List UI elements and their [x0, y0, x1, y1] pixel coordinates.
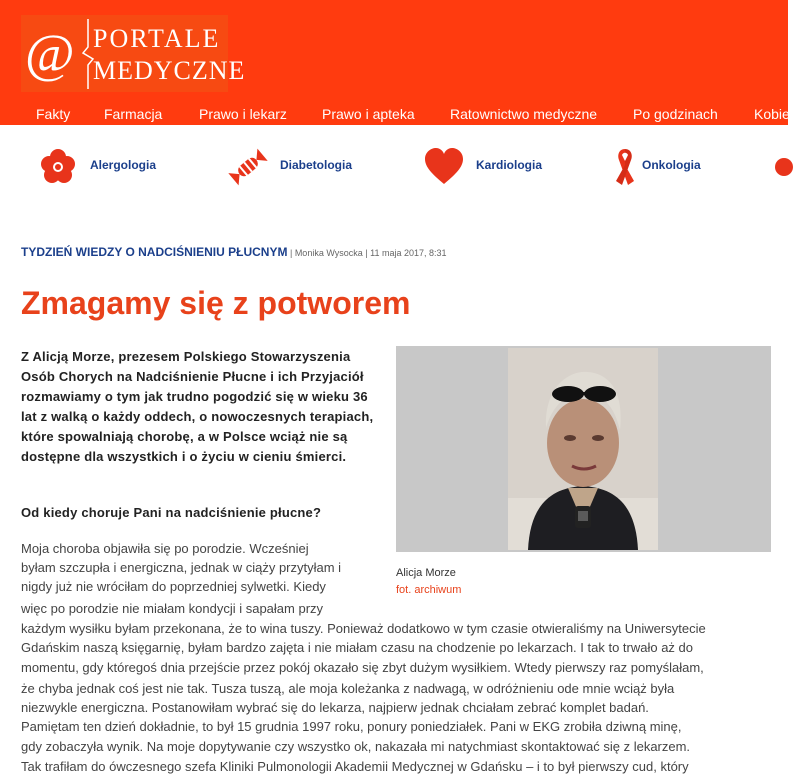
nav-item-fakty[interactable]: Fakty — [36, 106, 71, 122]
article-body-line: nigdy już nie wróciłam do poprzedniej sylwetki. Kiedy — [21, 579, 326, 594]
nav-item-prawo-i-apteka[interactable]: Prawo i apteka — [322, 106, 415, 122]
article-topic[interactable]: TYDZIEŃ WIEDZY O NADCIŚNIENIU PŁUCNYM — [21, 245, 288, 259]
article-meta — [21, 245, 447, 260]
nav-item-farmacja[interactable]: Farmacja — [104, 106, 163, 122]
article-body-line: gdy zobaczyła wynik. Na moje dopytywanie czy wszystko ok, nakazała mi natychmiast skontaktować się z lekarzem. — [21, 739, 691, 754]
nav-item-ratownictwo-medyczne[interactable]: Ratownictwo medyczne — [450, 106, 598, 122]
category-onkologia[interactable] — [610, 147, 720, 187]
category-partial[interactable] — [770, 147, 788, 187]
portrait-image — [508, 348, 658, 550]
ribbon-icon — [610, 147, 640, 187]
category-label: Alergologia — [90, 158, 157, 172]
article-body-line: więc po porodzie nie miałam kondycji i sapałam przy — [21, 601, 324, 616]
article-title: Zmagamy się z potworem — [21, 285, 411, 321]
logo-text-portale: PORTALE — [93, 24, 221, 53]
category-label: Onkologia — [642, 158, 701, 172]
logo-at-sign: @ — [25, 23, 75, 83]
article-body-line: Tak trafiłam do ówczesnego szefa Kliniki Pulmonologii Akademii Medycznej w Gdańsku – i to był pierwszy cud, który — [21, 759, 689, 774]
article-body-line: momentu, gdy któregoś dnia przejście przez pokój okazało się zbyt dużym wysiłkiem. Wtedy pierwszy raz pomyślałam, — [21, 660, 704, 675]
article-lead: Z Alicją Morze, prezesem Polskiego Stowarzyszenia Osób Chorych na Nadciśnienie Płucne i ich Przyjaciół rozmawiamy o tym jak trudno pogodzić się w wieku 36 lat z walką o każdy oddech, o nowoczesnych terapiach, które spowalniają chorobę, a w Polsce wciąż nie są dostępne dla wszystkich i o życiu w cieniu śmierci. — [21, 349, 374, 464]
article-author: Monika Wysocka — [294, 248, 363, 258]
category-label: Kardiologia — [476, 158, 543, 172]
article-body-line: niezwykle energiczna. Postanowiłam wybrać się do lekarza, najpierw jednak chciałam zebrać komplet badań. — [21, 700, 649, 715]
article-body-line: Pamiętam ten dzień dokładnie, to był 15 grudnia 1997 roku, ponury poniedziałek. Pani w EKG zrobiła dziwną minę, — [21, 719, 682, 734]
candy-icon — [228, 147, 268, 187]
category-alergologia[interactable] — [38, 147, 168, 187]
article-photo[interactable] — [396, 346, 771, 552]
flower-icon — [38, 147, 78, 187]
meta-separator: | — [287, 248, 295, 258]
nav-item-prawo-i-lekarz[interactable]: Prawo i lekarz — [199, 106, 287, 122]
heart-icon — [424, 147, 464, 187]
article-date: 11 maja 2017, 8:31 — [370, 248, 447, 258]
partial-icon — [770, 147, 788, 187]
nav-item-kobieta[interactable]: Kobieta — [754, 106, 801, 122]
category-kardiologia[interactable] — [424, 147, 554, 187]
site-logo[interactable] — [21, 15, 246, 92]
article-body-line: że chyba jednak coś jest nie tak. Tusza tuszą, ale moja koleżanka z nadwagą, w odróżnieniu ode mnie wciąż była — [21, 681, 675, 696]
photo-credit: fot. archiwum — [396, 584, 462, 596]
article-body-line: Moja choroba objawiła się po porodzie. Wcześniej — [21, 541, 309, 556]
portrait-illustration — [508, 348, 658, 550]
article-body-line: każdym wysiłku byłam przekonana, że to wina tuszy. Ponieważ dodatkowo w tym czasie otwieraliśmy na Uniwersytecie — [21, 621, 706, 636]
category-strip — [0, 125, 788, 205]
category-label: Diabetologia — [280, 158, 353, 172]
logo-text-medyczne: MEDYCZNE — [93, 56, 246, 85]
meta-separator: | — [362, 248, 371, 258]
site-header — [0, 0, 788, 103]
interview-question: Od kiedy choruje Pani na nadciśnienie płucne? — [21, 505, 322, 520]
main-nav — [0, 103, 801, 125]
category-diabetologia[interactable] — [228, 147, 358, 187]
nav-item-po-godzinach[interactable]: Po godzinach — [633, 106, 718, 122]
photo-caption: Alicja Morze — [396, 567, 456, 579]
article-body-line: byłam szczupła i energiczna, jednak w ciąży przytyłam i — [21, 560, 342, 575]
article-body-line: Gdańskim naszą księgarnię, byłam bardzo zajęta i nie miałam czasu na chodzenie po lekarzach. I tak to trwało aż do — [21, 640, 694, 655]
